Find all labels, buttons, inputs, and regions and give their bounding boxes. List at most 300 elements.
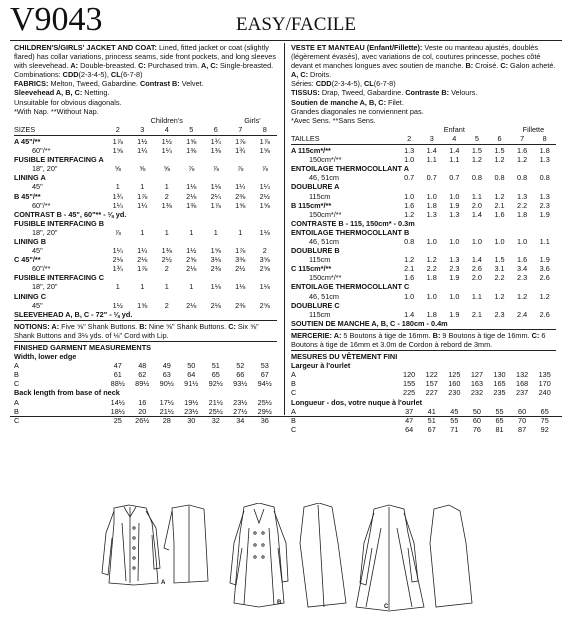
- measurement-cell: 65: [540, 406, 549, 416]
- yardage-cell: 1.6: [517, 255, 528, 265]
- yardage-cell: 0.7: [426, 173, 437, 183]
- yardage-cell: 2⅜: [235, 191, 246, 201]
- yardage-cell: 3.1: [494, 264, 505, 274]
- yardage-row: [14, 264, 277, 273]
- yardage-cell: 1.4: [449, 146, 460, 156]
- yardage-cell: 1.0: [404, 155, 415, 165]
- measurement-cell: 45: [450, 406, 459, 416]
- yardage-cell: 3⅛: [210, 255, 221, 265]
- yardage-cell: 1⅝: [259, 146, 270, 156]
- yardage-row: [291, 273, 556, 282]
- measurement-cell: 50: [187, 361, 196, 371]
- measurement-cell: 127: [470, 370, 484, 380]
- yardage-cell: 1.8: [426, 273, 437, 283]
- yardage-cell: 2.6: [471, 264, 482, 274]
- note-line: Grandes diagonales ne conviennent pas.: [291, 106, 424, 116]
- measurement-cell: 235: [493, 388, 506, 398]
- yardage-row-label: B 45"/**: [14, 191, 41, 201]
- fabrics-line: [291, 88, 556, 97]
- yardage-row-label: 46, 51cm: [309, 236, 340, 246]
- yardage-cell: 1.0: [426, 291, 437, 301]
- yardage-cell: 1⅞: [112, 136, 123, 146]
- measurement-cell: 75: [540, 415, 549, 425]
- yardage-cell: 1¼: [112, 200, 123, 210]
- yardage-cell: 1.8: [539, 146, 550, 156]
- sleevehead-bold: Soutien de manche A, B, C:: [291, 97, 387, 107]
- pattern-back-page: [4, 3, 564, 613]
- yardage-cell: 2.1: [471, 309, 482, 319]
- yardage-section-heading: LINING A: [14, 173, 46, 183]
- yardage-row-label: 60"/**: [32, 200, 51, 210]
- yardage-cell: ⅝: [139, 164, 146, 174]
- yardage-row-label: 150cm*/**: [309, 155, 342, 165]
- fabrics-bold: FABRICS:: [14, 79, 49, 89]
- yardage-cell: 1.2: [426, 255, 437, 265]
- yardage-cell: 2.0: [471, 200, 482, 210]
- yardage-cell: 1¾: [112, 191, 123, 201]
- measurement-cell: 94½: [257, 379, 272, 389]
- yardage-row: [14, 137, 277, 146]
- measurement-cell: 160: [448, 379, 461, 389]
- yardage-row-label: 45": [32, 300, 43, 310]
- description-text: Lined, fitted jacket or coat (slightly flared) has collar variations, princess seams, side front pockets, and long sleeves with sleevehead.: [14, 43, 277, 71]
- yardage-cell: 1.8: [517, 209, 528, 219]
- fabrics-bold: Contrast B:: [140, 79, 180, 89]
- measurement-cell: 88½: [110, 379, 125, 389]
- yardage-cell: 1⅜: [161, 246, 172, 256]
- measurement-cell: 21½: [159, 406, 174, 416]
- yardage-row-label: 60"/**: [32, 146, 51, 156]
- measurement-row: [14, 398, 277, 407]
- yardage-cell: 1¼: [137, 200, 148, 210]
- yardage-cell: 1.0: [449, 291, 460, 301]
- measurement-row: [291, 407, 556, 416]
- yardage-cell: 2.3: [449, 264, 460, 274]
- table-rule: [291, 350, 556, 351]
- measurement-cell: 25½: [257, 397, 272, 407]
- yardage-cell: 1⅛: [186, 182, 197, 192]
- yardage-cell: 3.6: [539, 264, 550, 274]
- column-divider: [284, 43, 285, 415]
- yardage-cell: 1½: [161, 136, 172, 146]
- note-line: Unsuitable for obvious diagonals.: [14, 97, 122, 107]
- notions-bold: B:: [432, 330, 441, 340]
- size-cell: 6: [213, 124, 218, 134]
- measurement-cell: 28: [162, 415, 171, 425]
- yardage-cell: 0.8: [471, 173, 482, 183]
- measurement-cell: 25: [113, 415, 122, 425]
- measurement-row-label: C: [291, 424, 297, 434]
- measurement-cell: 225: [403, 388, 416, 398]
- measurement-cell: 93½: [233, 379, 248, 389]
- measurement-row: [14, 379, 277, 388]
- yardage-cell: 1⅝: [235, 200, 246, 210]
- yardage-cell: 1⅞: [235, 246, 246, 256]
- yardage-cell: 1.3: [404, 146, 415, 156]
- measurement-cell: 48: [138, 361, 147, 371]
- measurement-cell: 168: [516, 379, 529, 389]
- table-rule: [14, 135, 277, 136]
- yardage-cell: 1⅝: [210, 246, 221, 256]
- yardage-cell: 1.6: [517, 146, 528, 156]
- yardage-row: [14, 228, 277, 237]
- measurement-cell: 240: [538, 388, 551, 398]
- yardage-cell: 2.2: [517, 200, 528, 210]
- description-bold: A:: [70, 61, 79, 71]
- measurement-row-label: B: [291, 379, 296, 389]
- yardage-cell: 1⅞: [137, 264, 148, 274]
- yardage-cell: 1¼: [137, 146, 148, 156]
- yardage-cell: 1⅜: [186, 146, 197, 156]
- measurement-row: [291, 388, 556, 397]
- yardage-cell: 1.0: [404, 291, 415, 301]
- yardage-section-heading: ENTOILAGE THERMOCOLLANT A: [291, 164, 409, 174]
- measurement-cell: 67: [260, 370, 269, 380]
- yardage-cell: 2.3: [494, 309, 505, 319]
- yardage-cell: 0.7: [449, 173, 460, 183]
- measurement-cell: 63: [162, 370, 171, 380]
- yardage-cell: 2½: [161, 255, 172, 265]
- yardage-row: [291, 146, 556, 155]
- yardage-cell: 0.7: [404, 173, 415, 183]
- description-bold: B:: [465, 61, 474, 71]
- yardage-cell: 1¼: [137, 246, 148, 256]
- yardage-row-label: 115cm: [309, 309, 331, 319]
- yardage-row-label: 18", 20": [32, 282, 58, 292]
- yardage-cell: 1.9: [539, 209, 550, 219]
- combinations-line: [291, 79, 556, 88]
- sleevehead-line: [291, 98, 556, 107]
- yardage-cell: 0.8: [404, 236, 415, 246]
- yardage-cell: 1.0: [449, 236, 460, 246]
- measurement-cell: 65: [495, 415, 504, 425]
- measurement-cell: 53: [260, 361, 269, 371]
- yardage-cell: 1⅝: [112, 146, 123, 156]
- measurement-cell: 87: [518, 424, 527, 434]
- header-rule: [10, 40, 562, 41]
- measurement-cell: 62: [138, 370, 147, 380]
- yardage-row-label: 150cm*/**: [309, 273, 342, 283]
- yardage-cell: ⅞: [114, 227, 121, 237]
- size-cell: 2: [407, 133, 412, 143]
- yardage-cell: 1.2: [494, 291, 505, 301]
- measurement-cell: 37: [405, 406, 414, 416]
- measurement-row: [291, 416, 556, 425]
- yardage-cell: 1.4: [426, 146, 437, 156]
- measurement-cell: 67: [427, 424, 436, 434]
- notions-text: Nine ⅝" Shank Buttons.: [146, 321, 229, 331]
- group-label-children: Enfant: [443, 124, 465, 134]
- measurement-row-label: B: [14, 370, 19, 380]
- fabrics-bold: Contraste B:: [405, 88, 450, 98]
- description-text: Veste ou manteau ajustés, doublés (légèrement évasés), avec variations de col, coutures princesse, poches côté devant et manches longues avec soutien de manche.: [291, 43, 541, 71]
- yardage-cell: 1: [189, 282, 194, 292]
- size-cell: 4: [452, 133, 457, 143]
- description-text: Purchased trim.: [145, 61, 201, 71]
- sizes-row: [14, 125, 277, 134]
- back-length-title: Back length from base of neck: [14, 388, 120, 398]
- yardage-cell: 1: [238, 227, 243, 237]
- yardage-cell: 1: [164, 227, 169, 237]
- description-bold: C:: [138, 61, 146, 71]
- yardage-section-heading: FUSIBLE INTERFACING B: [14, 218, 104, 228]
- measurement-cell: 27½: [233, 406, 248, 416]
- measurement-cell: 52: [236, 361, 245, 371]
- measurement-cell: 91½: [184, 379, 199, 389]
- yardage-cell: 2⅜: [210, 264, 221, 274]
- table-rule: [291, 144, 556, 145]
- sleevehead-text: Filet.: [386, 97, 404, 107]
- yardage-cell: 1.6: [494, 209, 505, 219]
- yardage-row-label: 46, 51cm: [309, 173, 340, 183]
- french-column: [291, 43, 556, 434]
- yardage-cell: 0.8: [517, 173, 528, 183]
- yardage-cell: 2½: [259, 191, 270, 201]
- yardage-cell: 1⅜: [210, 146, 221, 156]
- measurement-cell: 130: [493, 370, 506, 380]
- yardage-row-label: A 115cm*/**: [291, 146, 331, 156]
- size-cell: 4: [164, 124, 169, 134]
- yardage-cell: 1.4: [404, 309, 415, 319]
- yardage-row: [291, 292, 556, 301]
- description-text: Single-breasted.: [218, 61, 274, 71]
- yardage-cell: 1.2: [471, 155, 482, 165]
- yardage-row: [14, 255, 277, 264]
- measurement-cell: 81: [495, 424, 504, 434]
- measurement-row-label: A: [14, 397, 19, 407]
- yardage-cell: 1⅛: [235, 282, 246, 292]
- difficulty-label: EASY/FACILE: [236, 14, 356, 35]
- combination-sizes: (6-7-8): [120, 70, 143, 80]
- jacket-a-illustration: [102, 505, 208, 585]
- yardage-cell: 1½: [112, 300, 123, 310]
- measurement-cell: 17½: [159, 397, 174, 407]
- yardage-cell: ⅞: [237, 164, 244, 174]
- yardage-cell: 2.0: [471, 273, 482, 283]
- yardage-cell: 2⅛: [137, 255, 148, 265]
- measurement-cell: 92: [540, 424, 549, 434]
- description-bold: A, C:: [201, 61, 219, 71]
- figure-label-c: C: [384, 604, 389, 610]
- measurement-cell: 47: [405, 415, 414, 425]
- yardage-cell: 2: [262, 246, 267, 256]
- yardage-cell: 2.4: [517, 309, 528, 319]
- yardage-section-heading: FUSIBLE INTERFACING C: [14, 273, 104, 283]
- yardage-cell: 2¼: [210, 191, 221, 201]
- yardage-cell: 1: [115, 182, 120, 192]
- yardage-section-heading: DOUBLURE A: [291, 182, 340, 192]
- combination-code: CL: [364, 79, 374, 89]
- yardage-cell: 0.8: [494, 173, 505, 183]
- measurement-cell: 132: [516, 370, 529, 380]
- yardage-cell: 1.0: [449, 191, 460, 201]
- yardage-cell: 1.2: [404, 209, 415, 219]
- notions-bold: C:: [531, 330, 540, 340]
- measurement-cell: 125: [448, 370, 461, 380]
- measurement-cell: 61: [113, 370, 122, 380]
- measurement-cell: 92½: [208, 379, 223, 389]
- yardage-note-line: CONTRAST B - 45", 60"** - ⅛ yd.: [14, 209, 127, 219]
- notions-text: 9 Boutons à tige de 16mm.: [440, 330, 532, 340]
- notions-paragraph: [291, 331, 556, 349]
- yardage-row-label: 60"/**: [32, 264, 51, 274]
- yardage-cell: 1.6: [404, 273, 415, 283]
- measurement-cell: 20: [138, 406, 147, 416]
- measurement-row: [14, 416, 277, 425]
- yardage-row: [14, 182, 277, 191]
- measurement-cell: 36: [260, 415, 269, 425]
- measurement-cell: 34: [236, 415, 245, 425]
- yardage-cell: 2⅛: [186, 300, 197, 310]
- measurement-row: [291, 425, 556, 434]
- yardage-cell: 1: [140, 227, 145, 237]
- garment-illustrations: [94, 503, 474, 613]
- combinations-line: [14, 70, 277, 79]
- yardage-cell: 1¼: [161, 146, 172, 156]
- combination-sizes: (2-3-4-5),: [78, 70, 111, 80]
- size-cell: 7: [238, 124, 243, 134]
- measurement-cell: 64: [187, 370, 196, 380]
- yardage-section-heading: ENTOILAGE THERMOCOLLANT C: [291, 282, 410, 292]
- yardage-cell: 1.2: [404, 255, 415, 265]
- combination-sizes: (2-3-4-5),: [331, 79, 364, 89]
- combination-code: CL: [110, 70, 121, 80]
- measurement-cell: 60: [472, 415, 481, 425]
- yardage-cell: 1.1: [539, 236, 550, 246]
- combination-sizes: (6-7-8): [373, 79, 396, 89]
- yardage-row-label: A 45"/**: [14, 136, 41, 146]
- yardage-cell: 1: [140, 182, 145, 192]
- measurement-cell: 135: [538, 370, 551, 380]
- bottom-rule: [10, 416, 562, 417]
- yardage-row-label: 18", 20": [32, 164, 58, 174]
- measurement-cell: 25½: [208, 406, 223, 416]
- yardage-cell: 1: [164, 182, 169, 192]
- description-text: Galon acheté.: [508, 61, 556, 71]
- yardage-cell: 1.4: [471, 255, 482, 265]
- yardage-cell: 1.6: [404, 200, 415, 210]
- pattern-number: V9043: [10, 1, 103, 38]
- fabrics-text: Velours.: [449, 88, 478, 98]
- yardage-cell: 1⅞: [235, 136, 246, 146]
- description-text: Droits.: [308, 70, 332, 80]
- description-paragraph: [14, 43, 277, 70]
- coat-b-illustration: [230, 503, 346, 607]
- measurement-cell: 227: [425, 388, 438, 398]
- yardage-row: [291, 255, 556, 264]
- yardage-row-label: 115cm: [309, 191, 331, 201]
- yardage-cell: 1.1: [471, 191, 482, 201]
- combinations-label: Séries:: [291, 79, 316, 89]
- yardage-row-label: 45": [32, 246, 43, 256]
- yardage-cell: 1⅞: [210, 200, 221, 210]
- measurement-cell: 55: [450, 415, 459, 425]
- yardage-cell: 1¾: [235, 146, 246, 156]
- yardage-cell: ⅝: [114, 164, 121, 174]
- yardage-cell: 2: [164, 300, 169, 310]
- measurement-row-label: A: [291, 370, 296, 380]
- yardage-cell: 1¾: [112, 264, 123, 274]
- yardage-cell: 1.5: [494, 255, 505, 265]
- size-cell: 3: [429, 133, 434, 143]
- group-label-girls: Fillette: [522, 124, 545, 134]
- yardage-cell: 1.2: [494, 191, 505, 201]
- yardage-row: [14, 201, 277, 210]
- table-rule: [14, 341, 277, 342]
- yardage-cell: 1: [115, 282, 120, 292]
- note-line: *Avec Sens. **Sans Sens.: [291, 115, 376, 125]
- yardage-cell: 1.2: [517, 155, 528, 165]
- yardage-cell: 2⅝: [259, 300, 270, 310]
- yardage-cell: 1.0: [404, 191, 415, 201]
- size-cell: 6: [497, 133, 502, 143]
- yardage-cell: 3⅝: [259, 255, 270, 265]
- yardage-cell: ⅞: [212, 164, 219, 174]
- yardage-row: [14, 192, 277, 201]
- yardage-row: [291, 264, 556, 273]
- size-cell: 5: [474, 133, 479, 143]
- size-cell: 8: [262, 124, 267, 134]
- yardage-cell: 2⅛: [186, 191, 197, 201]
- measurement-row-label: A: [14, 361, 19, 371]
- measurement-cell: 155: [403, 379, 416, 389]
- measurement-cell: 60: [518, 406, 527, 416]
- yardage-row: [291, 310, 556, 319]
- yardage-cell: 1½: [186, 246, 197, 256]
- table-rule: [14, 320, 277, 321]
- yardage-cell: 1.2: [494, 155, 505, 165]
- english-column: [14, 43, 277, 425]
- measurement-cell: 157: [425, 379, 438, 389]
- notions-bold: C:: [228, 321, 236, 331]
- yardage-cell: 2.1: [494, 200, 505, 210]
- yardage-cell: 1.1: [426, 155, 437, 165]
- notions-text: Six ⅝" Shank Buttons and 3⅛ yds. of ⅛" Cord with Lip.: [14, 321, 259, 340]
- yardage-row-label: 18", 20": [32, 227, 58, 237]
- coat-c-illustration: [356, 505, 472, 611]
- size-group-labels: [291, 125, 556, 134]
- figure-label-a: A: [161, 580, 166, 586]
- yardage-cell: 2⅝: [259, 264, 270, 274]
- width-title: Largeur à l'ourlet: [291, 361, 351, 371]
- combination-code: CDD: [315, 79, 332, 89]
- measurement-cell: 71: [450, 424, 459, 434]
- yardage-row: [291, 155, 556, 164]
- yardage-cell: ⅝: [163, 164, 170, 174]
- notions-bold: B:: [139, 321, 147, 331]
- fabrics-text: Melton, Tweed, Gabardine.: [48, 79, 141, 89]
- size-cell: 8: [542, 133, 547, 143]
- description-text: Double-breasted.: [78, 61, 139, 71]
- yardage-cell: 1⅜: [186, 200, 197, 210]
- measurement-cell: 89½: [135, 379, 150, 389]
- yardage-cell: 2: [164, 264, 169, 274]
- notions-text: 5 Boutons à tige de 16mm.: [341, 330, 433, 340]
- fabrics-line: [14, 79, 277, 88]
- yardage-cell: 1¼: [112, 246, 123, 256]
- yardage-cell: 1.8: [426, 200, 437, 210]
- yardage-cell: 1.9: [449, 273, 460, 283]
- measurement-cell: 165: [493, 379, 506, 389]
- yardage-cell: 2⅛: [210, 300, 221, 310]
- measurement-cell: 21½: [208, 397, 223, 407]
- description-bold: A, C:: [291, 70, 309, 80]
- yardage-note-line: CONTRASTE B - 115, 150cm* - 0.3m: [291, 218, 415, 228]
- yardage-cell: 1.3: [449, 255, 460, 265]
- yardage-cell: 2⅛: [112, 255, 123, 265]
- sizes-label: SIZES: [14, 124, 36, 134]
- yardage-cell: 1⅛: [259, 282, 270, 292]
